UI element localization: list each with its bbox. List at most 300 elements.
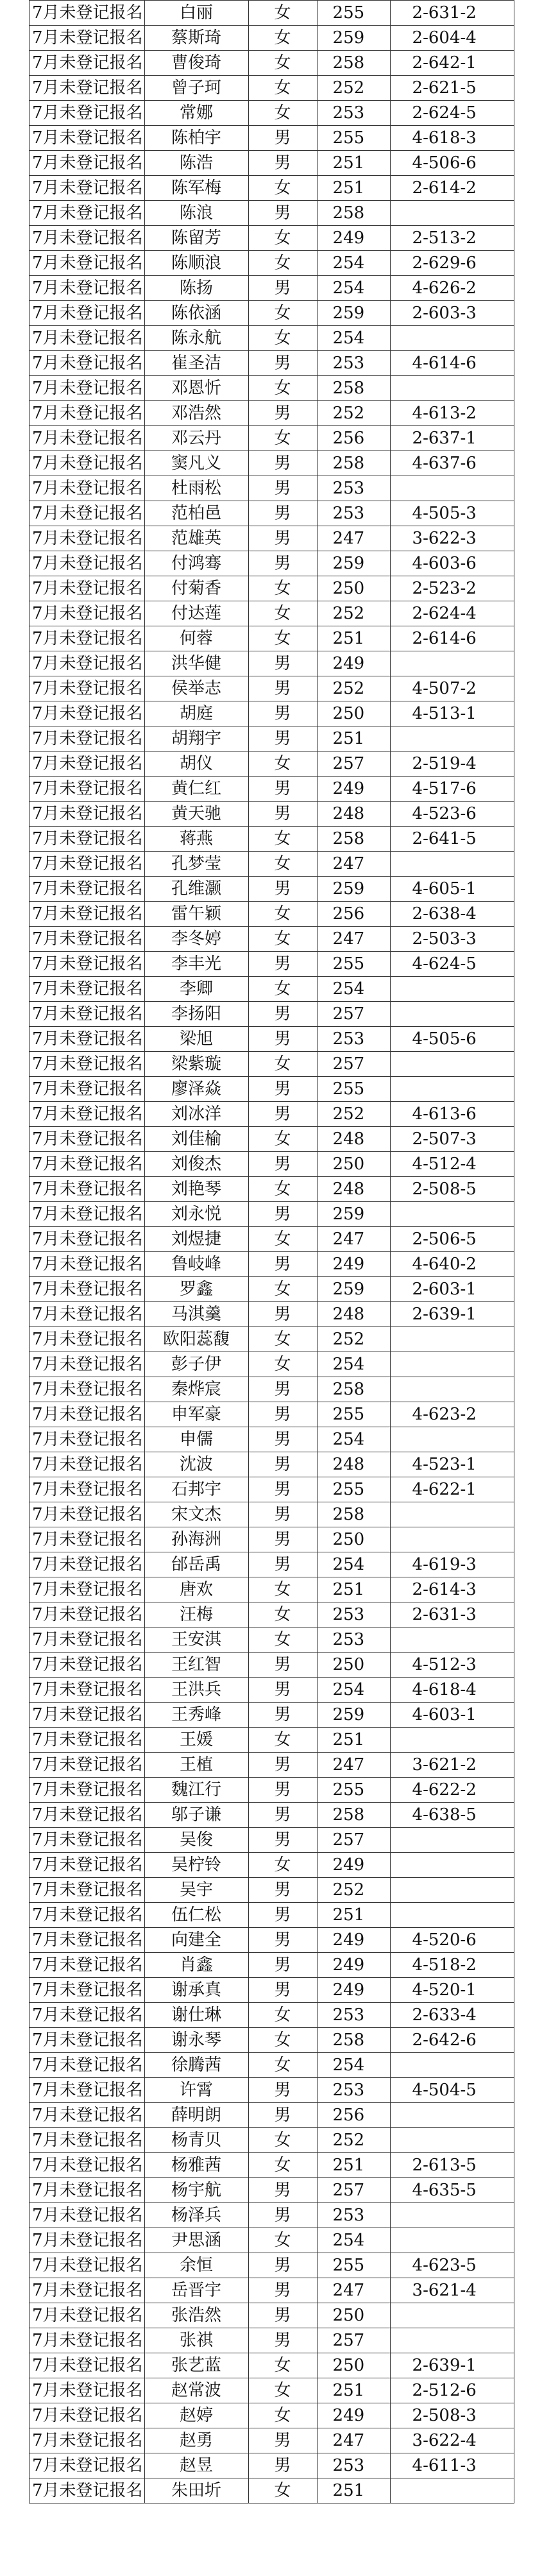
room-cell: 2-641-5 — [390, 827, 514, 852]
gender-cell: 男 — [248, 1252, 317, 1277]
room-cell: 4-624-5 — [390, 952, 514, 977]
room-cell: 2-507-3 — [390, 1127, 514, 1152]
status-cell: 7月未登记报名 — [30, 877, 145, 902]
gender-cell: 男 — [248, 1102, 317, 1127]
status-cell: 7月未登记报名 — [30, 2053, 145, 2078]
status-cell: 7月未登记报名 — [30, 726, 145, 751]
name-cell: 王洪兵 — [144, 1678, 248, 1703]
name-cell: 崔圣洁 — [144, 351, 248, 376]
room-cell: 4-626-2 — [390, 276, 514, 301]
name-cell: 蔡斯琦 — [144, 26, 248, 51]
score-cell: 257 — [317, 1052, 390, 1077]
table-row — [30, 1227, 514, 1252]
status-cell: 7月未登记报名 — [30, 1352, 145, 1377]
name-cell: 沈波 — [144, 1452, 248, 1477]
score-cell: 252 — [317, 676, 390, 701]
score-cell: 249 — [317, 226, 390, 251]
status-cell: 7月未登记报名 — [30, 1653, 145, 1678]
name-cell: 余恒 — [144, 2253, 248, 2278]
status-cell: 7月未登记报名 — [30, 626, 145, 651]
name-cell: 岳晋宇 — [144, 2278, 248, 2303]
room-cell: 4-640-2 — [390, 1252, 514, 1277]
room-cell: 4-618-4 — [390, 1678, 514, 1703]
table-row — [30, 1352, 514, 1377]
table-row — [30, 2028, 514, 2053]
table-row — [30, 1803, 514, 1828]
gender-cell: 男 — [248, 126, 317, 151]
name-cell: 王植 — [144, 1753, 248, 1778]
table-row — [30, 1602, 514, 1627]
name-cell: 杨泽兵 — [144, 2203, 248, 2228]
status-cell: 7月未登记报名 — [30, 1277, 145, 1302]
name-cell: 陈浩 — [144, 151, 248, 176]
table-row — [30, 777, 514, 802]
room-cell: 4-618-3 — [390, 126, 514, 151]
room-cell — [390, 2103, 514, 2128]
gender-cell: 女 — [248, 101, 317, 126]
room-cell: 2-631-2 — [390, 1, 514, 26]
status-cell: 7月未登记报名 — [30, 1327, 145, 1352]
score-cell: 250 — [317, 1527, 390, 1552]
room-cell — [390, 1728, 514, 1753]
status-cell: 7月未登记报名 — [30, 2203, 145, 2228]
status-cell: 7月未登记报名 — [30, 451, 145, 476]
score-cell: 258 — [317, 2028, 390, 2053]
room-cell — [390, 476, 514, 501]
status-cell: 7月未登记报名 — [30, 852, 145, 877]
status-cell: 7月未登记报名 — [30, 2228, 145, 2253]
gender-cell: 女 — [248, 26, 317, 51]
status-cell: 7月未登记报名 — [30, 51, 145, 76]
name-cell: 薛明朗 — [144, 2103, 248, 2128]
name-cell: 付鸿骞 — [144, 551, 248, 576]
room-cell: 4-623-5 — [390, 2253, 514, 2278]
gender-cell: 女 — [248, 1177, 317, 1202]
score-cell: 251 — [317, 151, 390, 176]
gender-cell: 女 — [248, 76, 317, 101]
table-row — [30, 877, 514, 902]
gender-cell: 男 — [248, 201, 317, 226]
gender-cell: 男 — [248, 1803, 317, 1828]
status-cell: 7月未登记报名 — [30, 1227, 145, 1252]
room-cell: 4-614-6 — [390, 351, 514, 376]
score-cell: 254 — [317, 2053, 390, 2078]
status-cell: 7月未登记报名 — [30, 1402, 145, 1427]
room-cell: 2-513-2 — [390, 226, 514, 251]
score-cell: 254 — [317, 977, 390, 1002]
name-cell: 欧阳蕊馥 — [144, 1327, 248, 1352]
score-cell: 247 — [317, 2428, 390, 2453]
score-cell: 259 — [317, 26, 390, 51]
name-cell: 谢永琴 — [144, 2028, 248, 2053]
table-row — [30, 1177, 514, 1202]
table-row — [30, 2328, 514, 2353]
score-cell: 254 — [317, 276, 390, 301]
table-row — [30, 1953, 514, 1978]
gender-cell: 男 — [248, 1302, 317, 1327]
status-cell: 7月未登记报名 — [30, 2128, 145, 2153]
room-cell: 4-507-2 — [390, 676, 514, 701]
gender-cell: 男 — [248, 1653, 317, 1678]
score-cell: 258 — [317, 1502, 390, 1527]
name-cell: 陈军梅 — [144, 176, 248, 201]
name-cell: 谢仕琳 — [144, 2003, 248, 2028]
name-cell: 曾子珂 — [144, 76, 248, 101]
status-cell: 7月未登记报名 — [30, 1903, 145, 1928]
score-cell: 253 — [317, 1027, 390, 1052]
gender-cell: 男 — [248, 1202, 317, 1227]
score-cell: 249 — [317, 1252, 390, 1277]
room-cell: 3-622-4 — [390, 2428, 514, 2453]
table-row — [30, 626, 514, 651]
room-cell — [390, 1427, 514, 1452]
score-cell: 251 — [317, 176, 390, 201]
name-cell: 陈顺浪 — [144, 251, 248, 276]
gender-cell: 女 — [248, 176, 317, 201]
status-cell: 7月未登记报名 — [30, 2103, 145, 2128]
status-cell: 7月未登记报名 — [30, 827, 145, 852]
gender-cell: 女 — [248, 1, 317, 26]
table-row — [30, 852, 514, 877]
score-cell: 251 — [317, 1728, 390, 1753]
gender-cell: 男 — [248, 351, 317, 376]
room-cell: 2-639-1 — [390, 2353, 514, 2378]
gender-cell: 男 — [248, 1552, 317, 1577]
room-cell — [390, 1327, 514, 1352]
gender-cell: 女 — [248, 977, 317, 1002]
name-cell: 廖泽焱 — [144, 1077, 248, 1102]
gender-cell: 男 — [248, 1753, 317, 1778]
gender-cell: 男 — [248, 276, 317, 301]
score-cell: 251 — [317, 2478, 390, 2503]
table-row — [30, 251, 514, 276]
score-cell: 254 — [317, 1352, 390, 1377]
name-cell: 邓云丹 — [144, 426, 248, 451]
status-cell: 7月未登记报名 — [30, 2353, 145, 2378]
room-cell — [390, 2303, 514, 2328]
score-cell: 253 — [317, 2203, 390, 2228]
gender-cell: 男 — [248, 1953, 317, 1978]
name-cell: 魏江行 — [144, 1778, 248, 1803]
status-cell: 7月未登记报名 — [30, 1853, 145, 1878]
status-cell: 7月未登记报名 — [30, 2178, 145, 2203]
name-cell: 梁紫璇 — [144, 1052, 248, 1077]
table-row — [30, 1102, 514, 1127]
table-row — [30, 1327, 514, 1352]
score-cell: 259 — [317, 877, 390, 902]
gender-cell: 男 — [248, 1502, 317, 1527]
status-cell: 7月未登记报名 — [30, 977, 145, 1002]
room-cell: 2-523-2 — [390, 576, 514, 601]
status-cell: 7月未登记报名 — [30, 1302, 145, 1327]
score-cell: 257 — [317, 1828, 390, 1853]
room-cell: 2-508-5 — [390, 1177, 514, 1202]
status-cell: 7月未登记报名 — [30, 376, 145, 401]
name-cell: 赵婷 — [144, 2403, 248, 2428]
table-row — [30, 101, 514, 126]
room-cell — [390, 376, 514, 401]
room-cell: 4-512-3 — [390, 1653, 514, 1678]
status-cell: 7月未登记报名 — [30, 1127, 145, 1152]
table-row — [30, 2378, 514, 2403]
gender-cell: 男 — [248, 877, 317, 902]
name-cell: 陈永航 — [144, 326, 248, 351]
room-cell: 2-614-2 — [390, 176, 514, 201]
table-row — [30, 76, 514, 101]
table-row — [30, 1452, 514, 1477]
room-cell: 2-613-5 — [390, 2153, 514, 2178]
room-cell — [390, 1052, 514, 1077]
status-cell: 7月未登记报名 — [30, 126, 145, 151]
room-cell — [390, 2053, 514, 2078]
status-cell: 7月未登记报名 — [30, 802, 145, 827]
gender-cell: 男 — [248, 952, 317, 977]
status-cell: 7月未登记报名 — [30, 1803, 145, 1828]
table-row — [30, 301, 514, 326]
status-cell: 7月未登记报名 — [30, 1002, 145, 1027]
score-cell: 253 — [317, 2003, 390, 2028]
score-cell: 254 — [317, 326, 390, 351]
score-cell: 253 — [317, 501, 390, 526]
name-cell: 邰岳禹 — [144, 1552, 248, 1577]
gender-cell: 男 — [248, 676, 317, 701]
name-cell: 蒋燕 — [144, 827, 248, 852]
score-cell: 259 — [317, 301, 390, 326]
name-cell: 王媛 — [144, 1728, 248, 1753]
gender-cell: 男 — [248, 2178, 317, 2203]
status-cell: 7月未登记报名 — [30, 601, 145, 626]
score-cell: 249 — [317, 1953, 390, 1978]
room-cell: 4-619-3 — [390, 1552, 514, 1577]
gender-cell: 男 — [248, 2278, 317, 2303]
score-cell: 250 — [317, 701, 390, 726]
table-row — [30, 1002, 514, 1027]
table-row — [30, 1027, 514, 1052]
registration-table — [29, 0, 514, 2503]
table-row — [30, 1928, 514, 1953]
room-cell — [390, 2203, 514, 2228]
gender-cell: 女 — [248, 1277, 317, 1302]
room-cell: 2-638-4 — [390, 902, 514, 927]
score-cell: 255 — [317, 1077, 390, 1102]
score-cell: 259 — [317, 1202, 390, 1227]
gender-cell: 男 — [248, 1678, 317, 1703]
room-cell — [390, 2328, 514, 2353]
name-cell: 付达莲 — [144, 601, 248, 626]
status-cell: 7月未登记报名 — [30, 251, 145, 276]
score-cell: 251 — [317, 1903, 390, 1928]
table-row — [30, 2428, 514, 2453]
room-cell — [390, 1202, 514, 1227]
score-cell: 257 — [317, 2328, 390, 2353]
status-cell: 7月未登记报名 — [30, 902, 145, 927]
score-cell: 252 — [317, 1327, 390, 1352]
score-cell: 252 — [317, 401, 390, 426]
name-cell: 窦凡义 — [144, 451, 248, 476]
gender-cell: 女 — [248, 902, 317, 927]
name-cell: 孙海洲 — [144, 1527, 248, 1552]
status-cell: 7月未登记报名 — [30, 101, 145, 126]
room-cell: 3-622-3 — [390, 526, 514, 551]
status-cell: 7月未登记报名 — [30, 2003, 145, 2028]
gender-cell: 女 — [248, 2153, 317, 2178]
name-cell: 何蓉 — [144, 626, 248, 651]
room-cell — [390, 1903, 514, 1928]
score-cell: 255 — [317, 952, 390, 977]
room-cell — [390, 977, 514, 1002]
status-cell: 7月未登记报名 — [30, 426, 145, 451]
name-cell: 曹俊琦 — [144, 51, 248, 76]
room-cell: 2-506-5 — [390, 1227, 514, 1252]
table-row — [30, 326, 514, 351]
room-cell: 4-504-5 — [390, 2078, 514, 2103]
status-cell: 7月未登记报名 — [30, 1753, 145, 1778]
name-cell: 吴俊 — [144, 1828, 248, 1853]
status-cell: 7月未登记报名 — [30, 2028, 145, 2053]
room-cell: 4-505-3 — [390, 501, 514, 526]
room-cell — [390, 726, 514, 751]
table-row — [30, 977, 514, 1002]
table-row — [30, 1678, 514, 1703]
name-cell: 石邦宇 — [144, 1477, 248, 1502]
status-cell: 7月未登记报名 — [30, 1252, 145, 1277]
score-cell: 257 — [317, 1002, 390, 1027]
table-row — [30, 1377, 514, 1402]
gender-cell: 女 — [248, 2128, 317, 2153]
score-cell: 259 — [317, 1703, 390, 1728]
status-cell: 7月未登记报名 — [30, 576, 145, 601]
name-cell: 梁旭 — [144, 1027, 248, 1052]
room-cell: 4-603-6 — [390, 551, 514, 576]
room-cell — [390, 852, 514, 877]
table-row — [30, 2003, 514, 2028]
status-cell: 7月未登记报名 — [30, 501, 145, 526]
status-cell: 7月未登记报名 — [30, 1778, 145, 1803]
room-cell — [390, 1002, 514, 1027]
gender-cell: 男 — [248, 526, 317, 551]
table-row — [30, 1577, 514, 1602]
status-cell: 7月未登记报名 — [30, 676, 145, 701]
room-cell: 2-604-4 — [390, 26, 514, 51]
score-cell: 248 — [317, 1452, 390, 1477]
gender-cell: 女 — [248, 601, 317, 626]
table-row — [30, 2353, 514, 2378]
name-cell: 黄仁红 — [144, 777, 248, 802]
name-cell: 李丰光 — [144, 952, 248, 977]
gender-cell: 男 — [248, 1778, 317, 1803]
score-cell: 249 — [317, 1978, 390, 2003]
gender-cell: 女 — [248, 576, 317, 601]
score-cell: 253 — [317, 476, 390, 501]
status-cell: 7月未登记报名 — [30, 1828, 145, 1853]
status-cell: 7月未登记报名 — [30, 276, 145, 301]
name-cell: 刘俊杰 — [144, 1152, 248, 1177]
status-cell: 7月未登记报名 — [30, 2478, 145, 2503]
table-row — [30, 601, 514, 626]
table-row — [30, 1302, 514, 1327]
gender-cell: 女 — [248, 2228, 317, 2253]
score-cell: 255 — [317, 1402, 390, 1427]
status-cell: 7月未登记报名 — [30, 777, 145, 802]
gender-cell: 女 — [248, 2003, 317, 2028]
score-cell: 247 — [317, 927, 390, 952]
room-cell: 4-523-6 — [390, 802, 514, 827]
room-cell: 4-613-6 — [390, 1102, 514, 1127]
room-cell — [390, 1352, 514, 1377]
name-cell: 伍仁松 — [144, 1903, 248, 1928]
name-cell: 鲁岐峰 — [144, 1252, 248, 1277]
table-row — [30, 1127, 514, 1152]
name-cell: 侯举志 — [144, 676, 248, 701]
room-cell: 4-605-1 — [390, 877, 514, 902]
score-cell: 250 — [317, 1152, 390, 1177]
score-cell: 248 — [317, 1177, 390, 1202]
room-cell: 4-520-1 — [390, 1978, 514, 2003]
gender-cell: 女 — [248, 626, 317, 651]
table-row — [30, 26, 514, 51]
name-cell: 杨青贝 — [144, 2128, 248, 2153]
registration-table-body — [30, 1, 514, 2503]
name-cell: 彭子伊 — [144, 1352, 248, 1377]
gender-cell: 女 — [248, 1577, 317, 1602]
name-cell: 孔梦莹 — [144, 852, 248, 877]
status-cell: 7月未登记报名 — [30, 1452, 145, 1477]
gender-cell: 女 — [248, 1052, 317, 1077]
table-row — [30, 927, 514, 952]
gender-cell: 女 — [248, 426, 317, 451]
score-cell: 258 — [317, 376, 390, 401]
score-cell: 258 — [317, 1803, 390, 1828]
table-row — [30, 476, 514, 501]
gender-cell: 女 — [248, 2028, 317, 2053]
table-row — [30, 2303, 514, 2328]
name-cell: 陈浪 — [144, 201, 248, 226]
table-row — [30, 2253, 514, 2278]
name-cell: 王秀峰 — [144, 1703, 248, 1728]
table-row — [30, 426, 514, 451]
gender-cell: 男 — [248, 1427, 317, 1452]
gender-cell: 男 — [248, 651, 317, 676]
table-row — [30, 376, 514, 401]
room-cell: 4-523-1 — [390, 1452, 514, 1477]
status-cell: 7月未登记报名 — [30, 2278, 145, 2303]
gender-cell: 女 — [248, 1127, 317, 1152]
table-row — [30, 2103, 514, 2128]
score-cell: 253 — [317, 1627, 390, 1653]
gender-cell: 男 — [248, 476, 317, 501]
room-cell: 2-603-1 — [390, 1277, 514, 1302]
name-cell: 张祺 — [144, 2328, 248, 2353]
score-cell: 255 — [317, 1, 390, 26]
name-cell: 赵勇 — [144, 2428, 248, 2453]
gender-cell: 男 — [248, 2428, 317, 2453]
name-cell: 杨宇航 — [144, 2178, 248, 2203]
name-cell: 邬子谦 — [144, 1803, 248, 1828]
room-cell: 4-506-6 — [390, 151, 514, 176]
score-cell: 247 — [317, 1227, 390, 1252]
room-cell: 2-642-1 — [390, 51, 514, 76]
table-row — [30, 1627, 514, 1653]
gender-cell: 女 — [248, 226, 317, 251]
table-row — [30, 1878, 514, 1903]
status-cell: 7月未登记报名 — [30, 1602, 145, 1627]
name-cell: 胡仪 — [144, 751, 248, 777]
score-cell: 249 — [317, 1928, 390, 1953]
name-cell: 向建全 — [144, 1928, 248, 1953]
name-cell: 杨雅茜 — [144, 2153, 248, 2178]
table-row — [30, 2178, 514, 2203]
name-cell: 范雄英 — [144, 526, 248, 551]
